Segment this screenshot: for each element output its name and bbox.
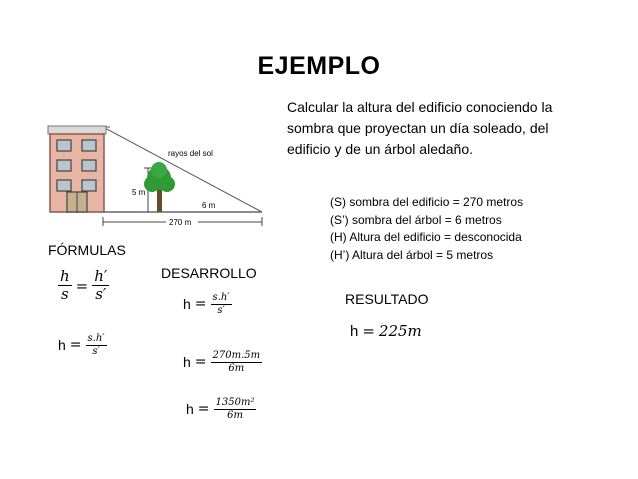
- numerator: h′: [94, 267, 108, 285]
- numerator: 270m.5m: [212, 350, 261, 361]
- h-variable: h: [186, 401, 194, 417]
- equals-sign: =: [362, 322, 375, 340]
- denominator: 6m: [228, 362, 245, 374]
- data-line: (H’) Altura del árbol = 5 metros: [330, 247, 494, 262]
- equals-sign: =: [197, 401, 210, 417]
- fraction: [58, 268, 72, 304]
- formulas-heading: FÓRMULAS: [48, 242, 126, 258]
- fraction: [211, 292, 232, 316]
- equals-sign: =: [69, 337, 82, 353]
- fraction: [214, 397, 257, 421]
- tree-shadow-label: 6 m: [202, 201, 216, 210]
- numerator: h: [60, 267, 70, 285]
- result-value: 225m: [378, 322, 422, 340]
- result-equation: [350, 322, 422, 340]
- development-step-2: [183, 350, 262, 374]
- denominator: s′: [217, 304, 225, 316]
- equals-sign: =: [75, 276, 89, 295]
- fraction: [86, 333, 107, 357]
- building-shadow-label: 270 m: [169, 218, 192, 227]
- given-data: [330, 194, 523, 264]
- h-variable: h: [183, 354, 191, 370]
- denominator: s: [60, 285, 69, 304]
- equals-sign: =: [194, 296, 207, 312]
- numerator: s.h′: [87, 333, 105, 344]
- denominator: 6m: [227, 409, 243, 421]
- development-step-3: [186, 397, 256, 421]
- result-heading: RESULTADO: [345, 291, 429, 307]
- h-variable: h: [58, 337, 66, 353]
- h-variable: h: [183, 296, 191, 312]
- problem-statement: Calcular la altura del edificio conociendo la sombra que proyectan un día soleado, del edificio y de un árbol aledaño.: [287, 99, 553, 157]
- sun-ray-line: [103, 127, 262, 212]
- numerator: s.h′: [212, 292, 230, 303]
- building-tree-shadow-diagram: [40, 122, 272, 234]
- tree-height-label: 5 m: [132, 188, 146, 197]
- building: [48, 126, 106, 212]
- proportion-formula: [58, 268, 109, 304]
- sun-rays-label: rayos del sol: [168, 149, 213, 158]
- h-variable: h: [350, 322, 359, 340]
- height-formula: [58, 333, 107, 357]
- denominator: s′: [92, 345, 100, 357]
- fraction: [92, 268, 109, 304]
- data-line: (S’) sombra del árbol = 6 metros: [330, 212, 502, 227]
- page-title: EJEMPLO: [257, 52, 381, 80]
- data-line: (S) sombra del edificio = 270 metros: [330, 195, 524, 209]
- denominator: s′: [95, 285, 107, 304]
- numerator: 1350m²: [215, 397, 255, 408]
- fraction: [211, 350, 263, 374]
- equals-sign: =: [194, 354, 207, 370]
- tree-icon: [144, 162, 175, 212]
- data-line: (H) Altura del edificio = desconocida: [330, 230, 522, 244]
- development-heading: DESARROLLO: [161, 265, 257, 281]
- development-step-1: [183, 292, 232, 316]
